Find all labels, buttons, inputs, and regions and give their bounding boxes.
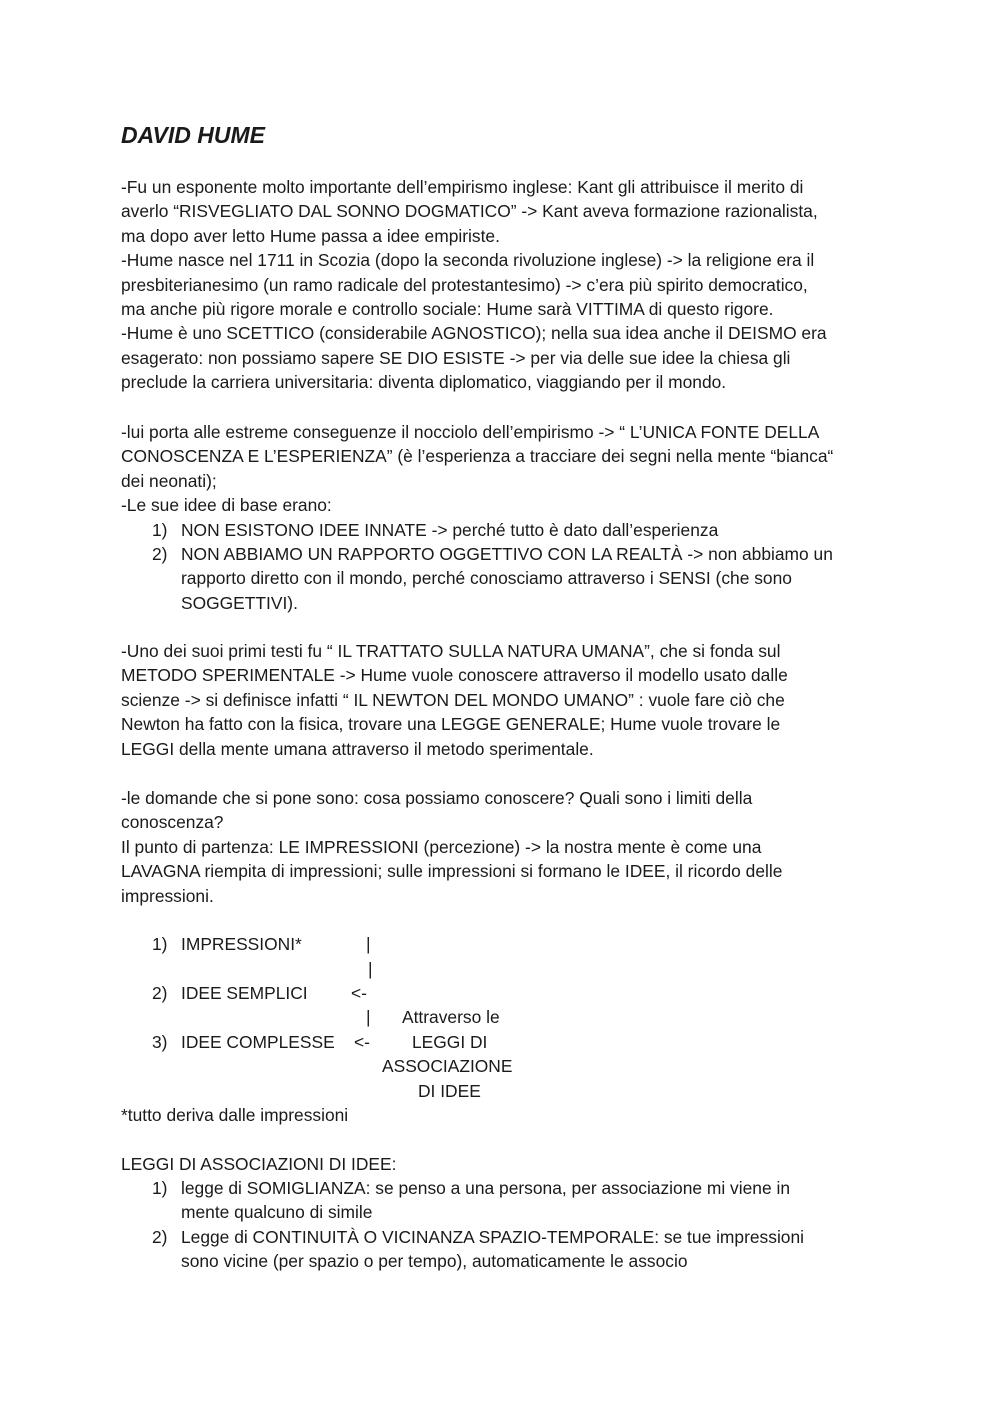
list-number: 1)	[152, 934, 168, 954]
paragraph-intro	[121, 175, 891, 395]
text-line: -le domande che si pone sono: cosa possiamo conoscere? Quali sono i limiti della	[121, 788, 753, 808]
text-line: METODO SPERIMENTALE -> Hume vuole conoscere attraverso il modello usato dalle	[121, 665, 788, 686]
scheme-connector: |	[366, 1007, 371, 1027]
text-line: ma anche più rigore morale e controllo sociale: Hume sarà VITTIMA di questo rigore.	[121, 299, 774, 320]
scheme-side-text: LEGGI DI	[412, 1032, 488, 1052]
scheme-item: IDEE COMPLESSE	[181, 1032, 335, 1052]
list-number: 3)	[152, 1032, 168, 1052]
text-line: presbiterianesimo (un ramo radicale del protestantesimo) -> c’era più spirito democratico,	[121, 274, 808, 295]
list-item-text: NON ABBIAMO UN RAPPORTO OGGETTIVO CON LA REALTÀ -> non abbiamo un	[181, 544, 833, 564]
text-line: scienze -> si definisce infatti “ IL NEWTON DEL MONDO UMANO” : vuole fare ciò che	[121, 689, 785, 710]
text-line: Il punto di partenza: LE IMPRESSIONI (percezione) -> la nostra mente è come una	[121, 836, 762, 857]
text-line: -Hume è uno SCETTICO (considerabile AGNOSTICO); nella sua idea anche il DEISMO era	[121, 323, 827, 344]
text-line: LEGGI della mente umana attraverso il metodo sperimentale.	[121, 738, 594, 759]
list-item-text: legge di SOMIGLIANZA: se penso a una persona, per associazione mi viene in	[181, 1178, 791, 1198]
list-item-text: sono vicine (per spazio o per tempo), automaticamente le associo	[181, 1251, 688, 1271]
list-number: 1)	[152, 1178, 168, 1198]
text-line: -Hume nasce nel 1711 in Scozia (dopo la seconda rivoluzione inglese) -> la religione era il	[121, 250, 815, 271]
page-title: DAVID HUME	[121, 122, 265, 148]
scheme-item: IDEE SEMPLICI	[181, 983, 308, 1003]
scheme-arrow: <-	[351, 983, 367, 1003]
scheme-side-text: Attraverso le	[402, 1007, 500, 1027]
text-line: dei neonati);	[121, 470, 217, 491]
text-line: LAVAGNA riempita di impressioni; sulle impressioni si formano le IDEE, il ricordo delle	[121, 861, 783, 882]
paragraph-impressions	[121, 786, 891, 908]
scheme-side-text: ASSOCIAZIONE	[382, 1056, 513, 1076]
paragraph-empiricism	[121, 420, 891, 518]
scheme-connector: |	[366, 934, 371, 954]
text-line: preclude la carriera universitaria: diventa diplomatico, viaggiando per il mondo.	[121, 372, 727, 393]
scheme-arrow: <-	[354, 1032, 370, 1052]
text-line: impressioni.	[121, 885, 214, 906]
list-item-text: Legge di CONTINUITÀ O VICINANZA SPAZIO-TEMPORALE: se tue impressioni	[181, 1227, 805, 1247]
paragraph-treatise	[121, 639, 891, 761]
text-line: ma dopo aver letto Hume passa a idee empiriste.	[121, 225, 500, 246]
text-line: esagerato: non possiamo sapere SE DIO ESISTE -> per via delle sue idee la chiesa gli	[121, 347, 791, 368]
list-item-text: mente qualcuno di simile	[181, 1202, 373, 1222]
list-number: 2)	[152, 983, 168, 1003]
list-item-text: NON ESISTONO IDEE INNATE -> perché tutto è dato dall’esperienza	[181, 520, 719, 540]
scheme-connector: |	[368, 959, 373, 979]
text-line: -Uno dei suoi primi testi fu “ IL TRATTATO SULLA NATURA UMANA”, che si fonda sul	[121, 641, 781, 661]
text-line: -Le sue idee di base erano:	[121, 495, 332, 516]
text-line: -lui porta alle estreme conseguenze il nocciolo dell’empirismo -> “ L’UNICA FONTE DELLA	[121, 422, 820, 442]
list-item-text: rapporto diretto con il mondo, perché conosciamo attraverso i SENSI (che sono	[181, 568, 792, 588]
list-number: 2)	[152, 544, 168, 564]
footnote: *tutto deriva dalle impressioni	[121, 1105, 349, 1125]
scheme-side-text: DI IDEE	[418, 1081, 481, 1101]
list-number: 1)	[152, 520, 168, 540]
scheme-item: IMPRESSIONI*	[181, 934, 302, 954]
list-item-text: SOGGETTIVI).	[181, 593, 298, 613]
text-line: -Fu un esponente molto importante dell’empirismo inglese: Kant gli attribuisce il merito di	[121, 177, 804, 197]
text-line: CONOSCENZA E L’ESPERIENZA” (è l’esperienza a tracciare dei segni nella mente “bianca“	[121, 446, 834, 467]
text-line: Newton ha fatto con la fisica, trovare una LEGGE GENERALE; Hume vuole trovare le	[121, 714, 781, 735]
text-line: conoscenza?	[121, 812, 224, 833]
laws-heading: LEGGI DI ASSOCIAZIONI DI IDEE:	[121, 1154, 397, 1174]
list-number: 2)	[152, 1227, 168, 1247]
text-line: averlo “RISVEGLIATO DAL SONNO DOGMATICO” -> Kant aveva formazione razionalista,	[121, 201, 818, 222]
